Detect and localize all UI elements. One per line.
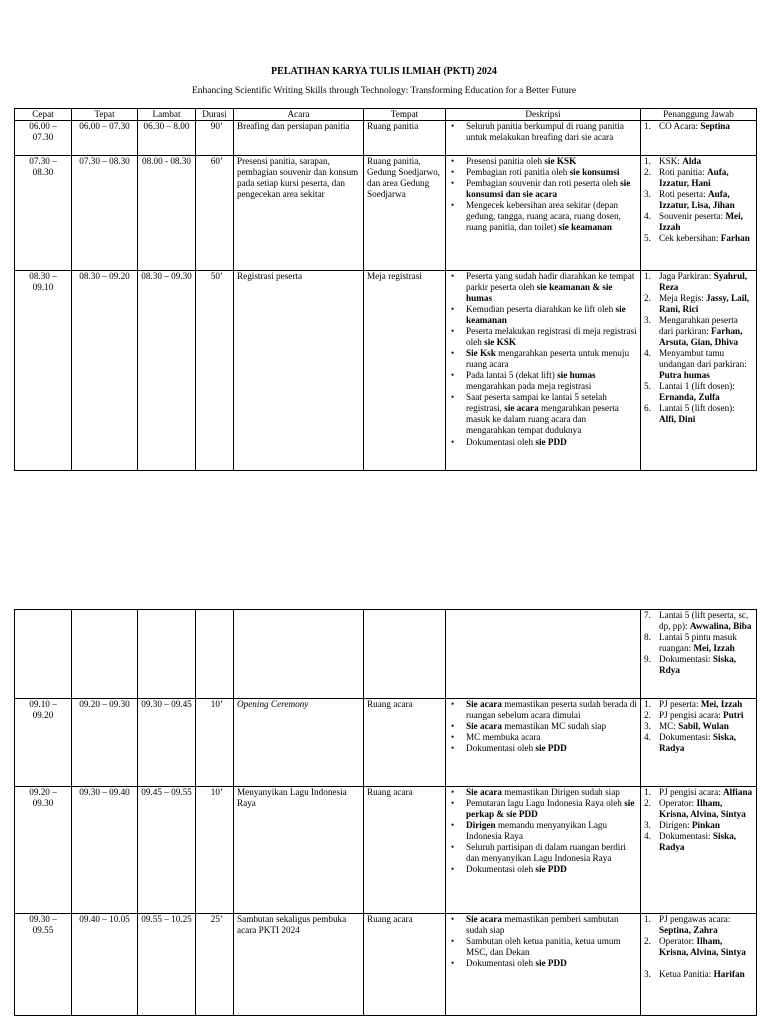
- description-item: [449, 121, 637, 143]
- text-span: Lantai 1 (lift dosen):: [659, 381, 735, 392]
- cell-durasi: [196, 610, 234, 699]
- text-span: PJ pengisi acara:: [659, 710, 724, 721]
- cell-lambat: 06.30 – 8.00: [138, 121, 196, 156]
- description-item: [449, 958, 637, 969]
- text-span: PJ peserta:: [659, 699, 701, 709]
- pj-number: 5. 5.: [644, 381, 651, 392]
- text-span: Menyambut tamu undangan dari parkiran:: [659, 348, 747, 370]
- text-span: Mengecek kebersihan area sekitar (depan gedung, tangga, ruang acara, ruang dosen, ruang panitia, dan toilet): [466, 200, 621, 233]
- bold-text: Sie Ksk: [466, 348, 496, 359]
- pj-number: 1. 1.: [644, 271, 651, 282]
- text-span: mengarahkan peserta masuk ke dalam ruang acara dan mengarahkan tempat duduknya: [466, 403, 619, 436]
- text-span: Dokumentasi oleh: [466, 958, 536, 969]
- bold-text: Harifan: [713, 969, 745, 980]
- text-span: Dirigen:: [659, 820, 692, 831]
- table-row: [15, 787, 757, 914]
- pj-number: 3. 9.: [644, 654, 651, 665]
- bold-text: Mei, Izzah: [659, 211, 743, 233]
- bold-text: sie keamanan: [558, 222, 612, 233]
- pj-item: [644, 820, 753, 831]
- pj-item: [644, 732, 753, 754]
- bold-text: Alda: [682, 156, 702, 167]
- cell-cepat: 08.30 – 09.10: [15, 271, 72, 471]
- cell-cepat: 09.20 – 09.30: [15, 787, 72, 914]
- text-span: Roti panitia:: [659, 167, 707, 178]
- cell-deskripsi: [446, 787, 641, 914]
- text-span: Lantai 5 (lift dosen):: [659, 403, 735, 414]
- description-item: [449, 178, 637, 200]
- pj-item: [644, 315, 753, 348]
- pj-item: [644, 167, 753, 189]
- bold-text: Ilham, Krisna, Alvina, Sintya: [659, 798, 746, 820]
- cell-tepat: 09.20 – 09.30: [72, 699, 138, 787]
- pj-item: [644, 381, 753, 403]
- description-list: [449, 914, 637, 969]
- text-span: mengarahkan pada meja registrasi: [466, 381, 592, 392]
- description-item: [449, 370, 637, 392]
- bold-text: sie perkap & sie PDD: [466, 798, 635, 820]
- description-item: [449, 437, 637, 448]
- schedule-table-page-1: [14, 108, 757, 471]
- cell-durasi: 10’: [196, 787, 234, 914]
- header-tepat: Tepat: [72, 109, 138, 121]
- bold-text: sie acara: [504, 403, 539, 414]
- text-span: Dokumentasi:: [659, 654, 713, 665]
- header-penanggung-jawab: Penanggung Jawab: [641, 109, 757, 121]
- table-row: [15, 156, 757, 271]
- bold-text: Sie acara: [466, 914, 502, 924]
- pj-item: [644, 211, 753, 233]
- text-span: Pembagian roti panitia oleh: [466, 167, 570, 178]
- description-item: [449, 936, 637, 958]
- cell-acara: Sambutan sekaligus pembuka acara PKTI 2024: [234, 914, 364, 1016]
- bold-text: Putri: [723, 710, 744, 721]
- text-span: Dokumentasi:: [659, 732, 713, 743]
- pj-item: [644, 348, 753, 381]
- cell-durasi: 90’: [196, 121, 234, 156]
- bold-text: Sie acara: [466, 787, 502, 797]
- pj-number: 2. 2.: [644, 167, 651, 178]
- description-item: [449, 200, 637, 233]
- pj-item: [644, 721, 753, 732]
- cell-acara: [234, 610, 364, 699]
- pj-item: [644, 632, 753, 654]
- cell-penanggung-jawab: [641, 156, 757, 271]
- description-item: [449, 348, 637, 370]
- pj-number: 3. 3.: [644, 820, 651, 831]
- bold-text: Ernanda, Zulfa: [659, 392, 720, 403]
- text-span: MC membuka acara: [466, 732, 541, 743]
- cell-tepat: [72, 610, 138, 699]
- cell-penanggung-jawab: [641, 699, 757, 787]
- schedule-table-page-2: [14, 609, 757, 1016]
- bold-text: Septina: [700, 121, 730, 132]
- cell-deskripsi: [446, 271, 641, 471]
- cell-acara: Opening Ceremony: [234, 699, 364, 787]
- cell-acara: Breafing dan persiapan panitia: [234, 121, 364, 156]
- text-span: Cek kebersihan:: [659, 233, 721, 244]
- bold-text: Aufa, Izzatur, Hani: [659, 167, 729, 189]
- description-list: [449, 156, 637, 233]
- cell-deskripsi: [446, 156, 641, 271]
- cell-lambat: 09.45 – 09.55: [138, 787, 196, 914]
- header-deskripsi: Deskripsi: [446, 109, 641, 121]
- text-span: Operator:: [659, 936, 697, 947]
- cell-penanggung-jawab: [641, 121, 757, 156]
- text-span: Peserta yang sudah hadir diarahkan ke tempat parkir peserta oleh: [466, 271, 635, 293]
- pj-number: 1. 7.: [644, 610, 651, 620]
- text-span: KSK:: [659, 156, 683, 167]
- cell-tepat: 07.30 – 08.30: [72, 156, 138, 271]
- bold-text: Sie acara: [466, 721, 502, 732]
- description-item: [449, 798, 637, 820]
- cell-acara: Registrasi peserta: [234, 271, 364, 471]
- description-item: [449, 864, 637, 875]
- description-item: [449, 271, 637, 304]
- pj-item: [644, 271, 753, 293]
- pj-list: [644, 610, 753, 676]
- bold-text: Siska, Radya: [659, 732, 737, 754]
- pj-number: 4. 4.: [644, 831, 651, 842]
- text-span: memastikan pemberi sambutan sudah siap: [466, 914, 619, 936]
- cell-durasi: 60’: [196, 156, 234, 271]
- cell-tempat: Ruang panitia: [364, 121, 446, 156]
- cell-penanggung-jawab: [641, 610, 757, 699]
- text-span: MC:: [659, 721, 679, 732]
- description-item: [449, 820, 637, 842]
- table-row: [15, 914, 757, 1016]
- cell-lambat: 08.30 – 09.30: [138, 271, 196, 471]
- bold-text: Alfiana: [723, 787, 753, 797]
- pj-number: 2. 8.: [644, 632, 651, 643]
- pj-list: [644, 271, 753, 425]
- text-span: Sambutan oleh ketua panitia, ketua umum MSC, dan Dekan: [466, 936, 621, 958]
- pj-list: [644, 699, 753, 754]
- text-span: memastikan Dirigen sudah siap: [501, 787, 620, 797]
- bold-text: Septina, Zahra: [659, 925, 718, 936]
- text-span: Lantai 5 pintu masuk ruangan:: [659, 632, 737, 654]
- bold-text: sie PDD: [535, 743, 567, 754]
- cell-acara: Menyanyikan Lagu Indonesia Raya: [234, 787, 364, 914]
- text-span: Souvenir peserta:: [659, 211, 726, 222]
- text-span: Presensi panitia oleh: [466, 156, 545, 167]
- header-lambat: Lambat: [138, 109, 196, 121]
- text-span: Mengarahkan peserta dari parkiran:: [659, 315, 738, 337]
- page-subtitle: Enhancing Scientific Writing Skills through Technology: Transforming Education for a Better Future: [191, 86, 577, 96]
- pj-number: 3. 3.: [644, 189, 651, 200]
- pj-item: [644, 798, 753, 820]
- pj-number: 1. 1.: [644, 699, 651, 709]
- pj-number: 2. 2.: [644, 293, 651, 304]
- text-span: Peserta melakukan registrasi di meja registrasi oleh: [466, 326, 637, 348]
- bold-text: sie KSK: [484, 337, 517, 348]
- bold-text: sie PDD: [535, 436, 567, 447]
- cell-durasi: 25’: [196, 914, 234, 1016]
- pj-item: [644, 831, 753, 853]
- pj-item: [644, 121, 753, 132]
- description-item: [449, 326, 637, 348]
- bold-text: Pinkan: [691, 820, 721, 831]
- pj-number: 1. 1.: [644, 914, 651, 924]
- pj-item: [644, 969, 753, 980]
- description-item: [449, 304, 637, 326]
- header-durasi: Durasi: [196, 109, 234, 121]
- pj-item: [644, 403, 753, 425]
- pj-item: [644, 189, 753, 211]
- bold-text: Alfi, Dini: [659, 414, 696, 425]
- table-row: [15, 699, 757, 787]
- pj-number: 4. 4.: [644, 348, 651, 359]
- cell-lambat: 09.55 – 10.25: [138, 914, 196, 1016]
- bold-text: Awwalina, Biba: [689, 621, 752, 632]
- text-span: memastikan peserta sudah berada di ruangan sebelum acara dimulai: [466, 699, 637, 721]
- pj-number: 5. 5.: [644, 233, 651, 244]
- bold-text: sie humas: [557, 370, 596, 381]
- description-list: [449, 699, 637, 754]
- pj-list: [644, 156, 753, 244]
- header-acara: Acara: [234, 109, 364, 121]
- bold-text: Mei, Izzah: [700, 699, 743, 709]
- text-span: memastikan MC sudah siap: [501, 721, 607, 732]
- text-span: Pembagian souvenir dan roti peserta oleh: [466, 178, 621, 189]
- pj-item: [644, 699, 753, 710]
- cell-cepat: 09.30 – 09.55: [15, 914, 72, 1016]
- cell-durasi: 10’: [196, 699, 234, 787]
- cell-penanggung-jawab: [641, 787, 757, 914]
- pj-item: [644, 936, 753, 958]
- pj-number: 2. 2.: [644, 936, 651, 947]
- description-list: [449, 121, 637, 143]
- pj-item: [644, 233, 753, 244]
- cell-lambat: 09.30 – 09.45: [138, 699, 196, 787]
- cell-penanggung-jawab: [641, 271, 757, 471]
- bold-text: Syahrul, Reza: [659, 271, 748, 293]
- pj-number: 4. 4.: [644, 732, 651, 743]
- cell-tempat: Ruang acara: [364, 914, 446, 1016]
- cell-acara: Presensi panitia, sarapan, pembagian souvenir dan konsum pada setiap kursi peserta, dan pengecekan area sekitar: [234, 156, 364, 271]
- text-span: Seluruh panitia berkumpul di ruang panitia untuk melakukan breafing dari sie acara: [466, 121, 624, 143]
- bold-text: Farhan, Arsuta, Gian, Dhiva: [659, 326, 743, 348]
- description-item: [449, 842, 637, 864]
- cell-cepat: 09.10 – 09.20: [15, 699, 72, 787]
- cell-tepat: 06.00 – 07.30: [72, 121, 138, 156]
- pj-number: 2. 2.: [644, 798, 651, 809]
- text-span: CO Acara:: [659, 121, 701, 132]
- bold-text: Ilham, Krisna, Alvina, Sintya: [659, 936, 746, 958]
- text-span: mengarahkan peserta untuk menuju ruang acara: [466, 348, 630, 370]
- text-span: Dokumentasi oleh: [466, 436, 536, 447]
- pj-number: 4. 4.: [644, 211, 651, 222]
- pj-number: 3. 3.: [644, 315, 651, 326]
- cell-tempat: Ruang acara: [364, 787, 446, 914]
- cell-deskripsi: [446, 914, 641, 1016]
- cell-tepat: 08.30 – 09.20: [72, 271, 138, 471]
- pj-number: 1. 1.: [644, 156, 651, 167]
- cell-lambat: 08.00 - 08.30: [138, 156, 196, 271]
- pj-item: [644, 914, 753, 936]
- pj-item: [644, 610, 753, 632]
- pj-number: 3. 3.: [644, 969, 651, 980]
- text-span: Dokumentasi:: [659, 831, 713, 842]
- bold-text: Aufa, Izzatur, Lisa, Jihan: [659, 189, 735, 211]
- description-item: [449, 743, 637, 754]
- pj-item: [644, 787, 753, 798]
- pj-item: [644, 654, 753, 676]
- bold-text: Putra humas: [659, 370, 710, 381]
- table-header-row: [15, 109, 757, 121]
- text-span: Saat peserta sampai ke lantai 5 setelah registrasi,: [466, 392, 607, 414]
- description-item: [449, 732, 637, 743]
- text-span: Meja Regis:: [659, 293, 706, 304]
- text-span: Jaga Parkiran:: [659, 271, 714, 282]
- description-item: [449, 787, 637, 798]
- bold-text: sie PDD: [535, 864, 567, 875]
- bold-text: Sie acara: [466, 699, 502, 709]
- pj-item: [644, 156, 753, 167]
- bold-text: Jassy, Lail, Rani, Rici: [659, 293, 750, 315]
- description-item: [449, 699, 637, 721]
- bold-text: Sabil, Wulan: [678, 721, 729, 732]
- text-span: PJ pengawas acara:: [659, 914, 731, 924]
- text-span: Pemutaran lagu Lagu Indonesia Raya oleh: [466, 798, 625, 809]
- pj-item: [644, 293, 753, 315]
- text-span: Pada lantai 5 (dekat lift): [466, 370, 558, 381]
- bold-text: Mei, Izzah: [693, 643, 735, 654]
- text-span: Dokumentasi oleh: [466, 864, 536, 875]
- page-title: PELATIHAN KARYA TULIS ILMIAH (PKTI) 2024: [271, 66, 497, 77]
- cell-cepat: [15, 610, 72, 699]
- text-span: memandu menyanyikan Lagu Indonesia Raya: [466, 820, 608, 842]
- description-item: [449, 914, 637, 936]
- bold-text: Dirigen: [466, 820, 496, 831]
- bold-text: Farhan: [720, 233, 750, 244]
- bold-text: Siska, Radya: [659, 831, 737, 853]
- cell-tempat: [364, 610, 446, 699]
- description-list: [449, 271, 637, 448]
- text-span: Lantai 5 (lift peserta, sc, dp, pp):: [659, 610, 749, 632]
- bold-text: sie PDD: [535, 958, 567, 969]
- pj-number: 2. 2.: [644, 710, 651, 721]
- cell-tempat: Ruang acara: [364, 699, 446, 787]
- text-span: Dokumentasi oleh: [466, 743, 536, 754]
- cell-deskripsi: [446, 121, 641, 156]
- text-span: Kemudian peserta diarahkan ke lift oleh: [466, 304, 616, 315]
- cell-deskripsi: [446, 610, 641, 699]
- header-cepat: Cepat: [15, 109, 72, 121]
- table-row: [15, 610, 757, 699]
- pj-number: 3. 3.: [644, 721, 651, 732]
- pj-list: [644, 914, 753, 980]
- table-row: [15, 121, 757, 156]
- text-span: Operator:: [659, 798, 697, 809]
- bold-text: sie keamanan & sie humas: [466, 282, 613, 304]
- pj-list: [644, 121, 753, 132]
- table-row: [15, 271, 757, 471]
- description-item: [449, 156, 637, 167]
- bold-text: sie konsumsi: [569, 167, 620, 178]
- pj-number: 6. 6.: [644, 403, 651, 414]
- text-span: Ketua Panitia:: [659, 969, 714, 980]
- header-tempat: Tempat: [364, 109, 446, 121]
- description-item: [449, 167, 637, 178]
- description-list: [449, 787, 637, 875]
- cell-penanggung-jawab: [641, 914, 757, 1016]
- text-span: Roti peserta:: [659, 189, 708, 200]
- cell-tempat: Ruang panitia, Gedung Soedjarwo, dan area Gedung Soedjarwa: [364, 156, 446, 271]
- cell-tempat: Meja registrasi: [364, 271, 446, 471]
- cell-cepat: 06.00 – 07.30: [15, 121, 72, 156]
- pj-item: [644, 710, 753, 721]
- description-item: [449, 392, 637, 436]
- cell-lambat: [138, 610, 196, 699]
- description-item: [449, 721, 637, 732]
- pj-list: [644, 787, 753, 853]
- pj-number: 1. 1.: [644, 787, 651, 797]
- cell-tepat: 09.40 – 10.05: [72, 914, 138, 1016]
- cell-cepat: 07.30 – 08.30: [15, 156, 72, 271]
- bold-text: sie keamanan: [466, 304, 626, 326]
- bold-text: sie konsumsi dan sie acara: [466, 178, 631, 200]
- bold-text: Siska, Rdya: [659, 654, 737, 676]
- cell-deskripsi: [446, 699, 641, 787]
- bold-text: sie KSK: [544, 156, 577, 167]
- text-span: Seluruh partisipan di dalam ruangan berdiri dan menyanyikan Lagu Indonesia Raya: [466, 842, 626, 864]
- cell-tepat: 09.30 – 09.40: [72, 787, 138, 914]
- pj-number: 1. 1.: [644, 121, 651, 132]
- text-span: PJ pengisi acara:: [659, 787, 724, 797]
- cell-durasi: 50’: [196, 271, 234, 471]
